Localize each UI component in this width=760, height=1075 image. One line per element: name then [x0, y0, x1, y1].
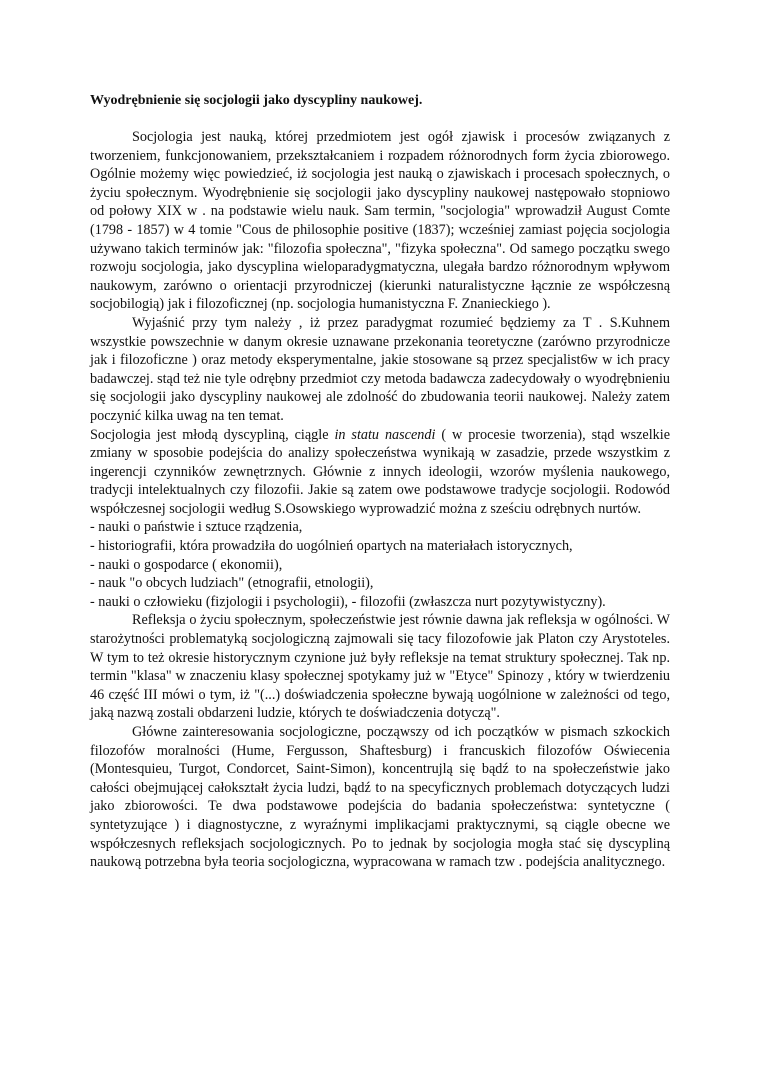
list-item: - nauki o państwie i sztuce rządzenia,	[90, 519, 303, 536]
document-title: Wyodrębnienie się socjologii jako dyscypliny naukowej.	[90, 93, 423, 108]
paragraph-4: Refleksja o życiu społecznym, społeczeństwie jest równie dawna jak refleksja w ogólności. W starożytności problematyką socjologiczną zajmowali się tacy filozofowie jak Platon czy Arystoteles. W tym to też okresie historycznym czynione już były refleksje na temat struktury społecznej. Tak np. termin "klasa" w znaczeniu klasy społecznej spotykamy już w "Etyce" Spinozy , który w twierdzeniu 46 część III mówi o tym, iż "(...) doświadczenia społeczne bywają uogólnione w zależności od tego, jaką nazwą zostali obdarzeni ludzie, których te doświadczenia dotyczą".	[90, 612, 670, 722]
paragraph-3-text-start: Socjologia jest młodą dyscypliną, ciągle	[90, 426, 335, 443]
tradition-list	[90, 518, 670, 611]
list-item: - historiografii, która prowadziła do uogólnień opartych na materiałach istorycznych,	[90, 538, 573, 555]
paragraph-2: Wyjaśnić przy tym należy , iż przez paradygmat rozumieć będziemy za T . S.Kuhnem wszystkie powszechnie w danym okresie uznawane przekonania teoretyczne (zarówno przyrodnicze jak i filozoficzne ) oraz metody eksperymentalne, jakie stosowane są przez specjalist6w w ich pracy badawczej. stąd też nie tyle odrębny przedmiot czy metoda badawcza zadecydowały o wyodrębnieniu się socjologii jako dyscypliny naukowej ale zdolność do zbudowania teorii naukowej. Należy zatem poczynić kilka uwag na ten temat.	[90, 314, 670, 424]
paragraph-1: Socjologia jest nauką, której przedmiotem jest ogół zjawisk i procesów związanych z tworzeniem, funkcjonowaniem, przekształcaniem i rozpadem różnorodnych form życia zbiorowego. Ogólnie możemy więc powiedzieć, iż socjologia jest nauką o zjawiskach i procesach społecznych, o życiu społecznym. Wyodrębnienie się socjologii jako dyscypliny naukowej następowało stopniowo od połowy XIX w . na podstawie wielu nauk. Sam termin, "socjologia" wprowadził August Comte (1798 - 1857) w 4 tomie "Cous de philosophie positive (1837); wcześniej zamiast pojęcia socjologia używano takich terminów jak: "filozofia społeczna", "fizyka społeczna". Od samego początku swego rozwoju socjologia, jako dyscyplina wieloparadygmatyczna, ulegała bardzo różnorodnym wpływom naukowym, zarówno o orientacji przyrodniczej (kierunki naturalistyczne łącznie ze współczesną socjobilogią) jak i filozoficznej (np. socjologia humanistyczna F. Znanieckiego ).	[90, 129, 670, 313]
list-item: - nauk "o obcych ludziach" (etnografii, etnologii),	[90, 575, 374, 592]
paragraph-3-text-end: ( w procesie tworzenia), stąd wszelkie zmiany w sposobie podejścia do analizy społeczeństwa wynikają w zasadzie, przede wszystkim z ingerencji czynników zewnętrznych. Głównie z innych ideologii, wzorów myślenia naukowego, tradycji intelektualnych czy filozofii. Jakie są zatem owe podstawowe tradycje socjologii. Rodowód współczesnej socjologii według S.Osowskiego wyprowadzić można z sześciu odrębnych nurtów.	[90, 426, 670, 517]
list-item: - nauki o gospodarce ( ekonomii),	[90, 556, 283, 573]
paragraph-3	[90, 426, 670, 519]
paragraph-5: Główne zainteresowania socjologiczne, począwszy od ich początków w pismach szkockich filozofów moralności (Hume, Fergusson, Shaftesburg) i francuskich filozofów Oświecenia (Montesquieu, Turgot, Condorcet, Saint-Simon), koncentrujlą się bądź to na społeczeństwie jako całości obejmującej całokształt życia ludzi, bądź to na specyficznych problemach dotyczących ludzi jako zbiorowości. Te dwa podstawowe podejścia do badania społeczeństwa: syntetyczne ( syntetyzujące ) i diagnostyczne, z wyraźnymi implikacjami praktycznymi, są ciągle obecne we współczesnych refleksjach socjologicznych. Po to jednak by socjologia mogła stać się dyscypliną naukową potrzebna była teoria socjologiczna, wypracowana w ramach tzw . podejścia analitycznego.	[90, 724, 670, 871]
paragraph-3-italic-phrase: in statu nascendi	[334, 426, 436, 443]
list-item: - nauki o człowieku (fizjologii i psychologii), - filozofii (zwłaszcza nurt pozytywistyczny).	[90, 593, 606, 610]
document-body	[90, 128, 670, 872]
